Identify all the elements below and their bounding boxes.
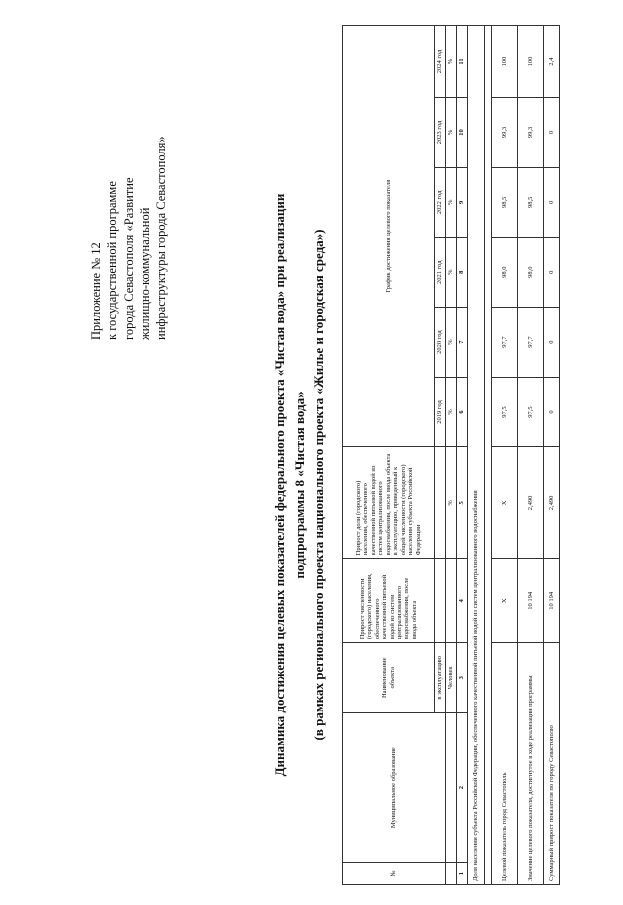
- spacer-row: [485, 26, 492, 885]
- appendix-block: [88, 110, 169, 340]
- unit-year: %: [446, 26, 457, 98]
- unit-empty: [446, 713, 457, 863]
- row-value: 0: [544, 167, 560, 237]
- col-number: 3: [457, 643, 468, 713]
- table-row: [518, 26, 544, 885]
- row-value: 2,4: [544, 26, 560, 98]
- row-value: 0: [544, 97, 560, 167]
- col-number: 9: [457, 167, 468, 237]
- header-year-2024: 2024 год: [435, 26, 446, 98]
- appendix-line: Приложение № 12: [89, 242, 103, 340]
- title-line-3: (в рамках регионального проекта национального проекта «Жилье и городская среда»): [311, 229, 326, 741]
- row-share: Х: [492, 447, 518, 559]
- row-people: Х: [492, 559, 518, 643]
- col-number: 8: [457, 237, 468, 307]
- row-value: 100: [518, 26, 544, 98]
- document-title: [270, 145, 329, 825]
- col-number: 5: [457, 447, 468, 559]
- col-number: 7: [457, 307, 468, 377]
- row-value: 0: [544, 307, 560, 377]
- unit-empty: [446, 559, 457, 643]
- header-year-2019: 2019 год: [435, 377, 446, 447]
- row-value: 99,3: [518, 97, 544, 167]
- unit-empty: [446, 863, 457, 885]
- header-commissioning: в эксплуатацию: [435, 643, 446, 713]
- table-row: [492, 26, 518, 885]
- unit-pct: %: [446, 447, 457, 559]
- header-municipality: Муниципальное образование: [343, 713, 446, 863]
- row-label: Целевой показатель город Севастополь: [492, 643, 518, 885]
- header-year-2021: 2021 год: [435, 237, 446, 307]
- row-value: 100: [492, 26, 518, 98]
- row-people: 10 194: [544, 559, 560, 643]
- header-empty: [435, 559, 446, 643]
- col-number: 2: [457, 713, 468, 863]
- appendix-line: жилищно-коммунальной: [137, 207, 152, 340]
- row-share: 2,490: [518, 447, 544, 559]
- col-number: 6: [457, 377, 468, 447]
- header-growth-people: Прирост численности (городского) населения, обеспеченного качественной питьевой водой из систем централизованного водоснабжения, после ввода объекта: [343, 559, 435, 643]
- header-row-1: [343, 26, 395, 885]
- row-share: 2,490: [544, 447, 560, 559]
- unit-year: %: [446, 237, 457, 307]
- title-line-1: Динамика достижения целевых показателей федерального проекта «Чистая вода» при реализации: [272, 193, 287, 777]
- row-value: 98,5: [518, 167, 544, 237]
- col-number: 10: [457, 97, 468, 167]
- row-value: 98,5: [492, 167, 518, 237]
- section-row: [468, 26, 485, 885]
- unit-people: Человек: [446, 643, 457, 713]
- unit-year: %: [446, 167, 457, 237]
- unit-year: %: [446, 307, 457, 377]
- unit-year: %: [446, 97, 457, 167]
- row-label: Значение целевого показателя, достигнутое в ходе реализации программы: [518, 643, 544, 885]
- column-numbers-row: [457, 26, 468, 885]
- header-empty: [435, 447, 446, 559]
- header-year-2023: 2023 год: [435, 97, 446, 167]
- header-year-2022: 2022 год: [435, 167, 446, 237]
- header-num: №: [343, 863, 446, 885]
- indicator-table: [342, 25, 560, 885]
- row-value: 99,3: [492, 97, 518, 167]
- unit-row: [446, 26, 457, 885]
- header-year-2020: 2020 год: [435, 307, 446, 377]
- header-growth-share: Прирост доли (городского) населения, обеспеченного качественной питьевой водой из систем централизованного водоснабжения, после ввода объекта в эксплуатацию, приведенный к общей численности (городского) населения субъекта Российской Федерации: [343, 447, 435, 559]
- appendix-line: инфраструктуры города Севастополя»: [154, 136, 168, 340]
- row-value: 0: [544, 377, 560, 447]
- row-value: 97,5: [518, 377, 544, 447]
- row-value: 97,7: [492, 307, 518, 377]
- row-value: 97,5: [492, 377, 518, 447]
- row-value: 98,0: [492, 237, 518, 307]
- col-number: 11: [457, 26, 468, 98]
- col-number: 1: [457, 863, 468, 885]
- section-title: Доля населения субъекта Российской Федерации, обеспеченного качественной питьевой водой из систем централизованного водоснабжения: [468, 26, 485, 885]
- table-row: [544, 26, 560, 885]
- row-label: Суммарный прирост показателя по городу Севастополю: [544, 643, 560, 885]
- row-people: 10 194: [518, 559, 544, 643]
- header-chart: График достижения целевого показателя: [343, 26, 435, 447]
- row-value: 97,7: [518, 307, 544, 377]
- unit-year: %: [446, 377, 457, 447]
- header-object: Наименование объекта: [343, 643, 435, 713]
- col-number: 4: [457, 559, 468, 643]
- appendix-line: к государственной программе: [105, 181, 120, 340]
- row-value: 0: [544, 237, 560, 307]
- row-value: 98,0: [518, 237, 544, 307]
- title-line-2: подпрограммы 8 «Чистая вода»: [291, 391, 307, 579]
- appendix-line: города Севастополя «Развитие: [121, 177, 136, 340]
